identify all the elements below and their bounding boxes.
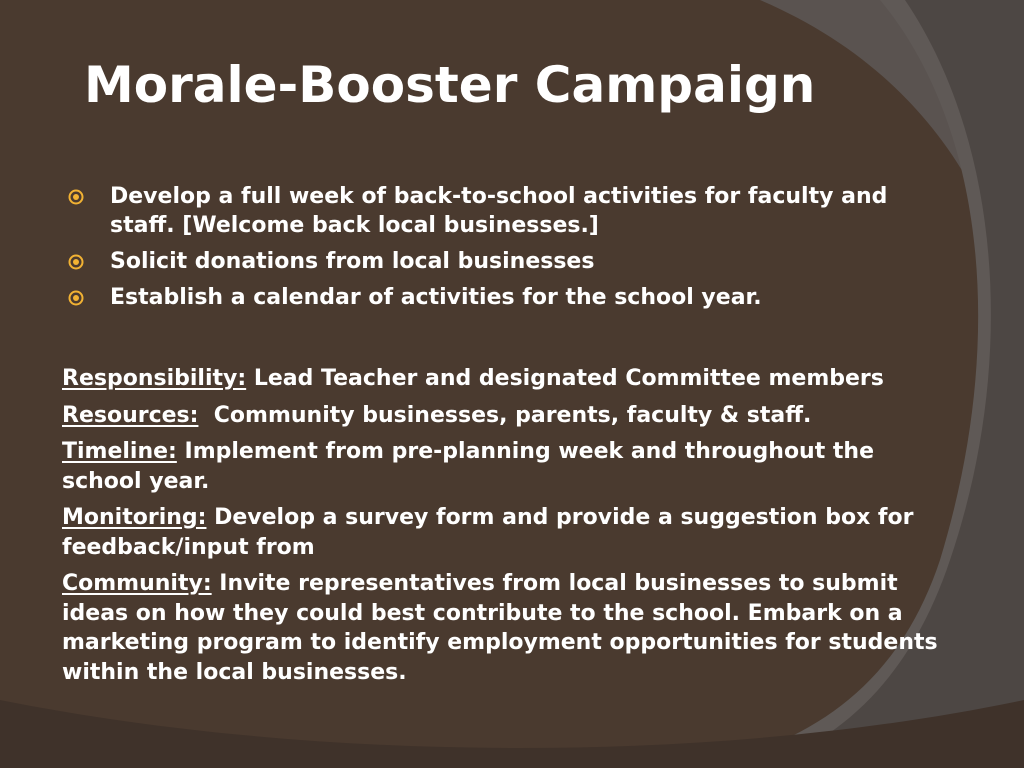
section-label: Monitoring: — [62, 505, 207, 530]
section-text: Develop a survey form and provide a suggestion box for feedback/input from — [62, 505, 914, 560]
section-monitoring — [62, 503, 942, 562]
bullet-circle-icon — [68, 290, 84, 306]
bullet-list — [66, 182, 896, 319]
bullet-circle-icon — [68, 189, 84, 205]
section-label: Community: — [62, 571, 212, 596]
bullet-item — [66, 182, 896, 240]
slide-title: Morale-Booster Campaign — [84, 56, 816, 114]
section-text: Community businesses, parents, faculty & staff. — [198, 402, 812, 428]
section-label: Timeline: — [62, 439, 177, 464]
section-text: Lead Teacher and designated Committee members — [246, 366, 884, 391]
bullet-circle-icon — [68, 254, 84, 270]
bullet-text: Develop a full week of back-to-school activities for faculty and staff. [Welcome back local businesses.] — [110, 184, 888, 238]
section-resources — [62, 401, 942, 431]
bullet-text: Establish a calendar of activities for the school year. — [110, 285, 762, 310]
bullet-text: Solicit donations from local businesses — [110, 249, 595, 274]
section-community — [62, 569, 942, 687]
section-label: Responsibility: — [62, 366, 247, 391]
section-timeline — [62, 437, 942, 496]
bullet-item — [66, 283, 896, 312]
section-text: Implement from pre-planning week and throughout the school year. — [62, 439, 874, 494]
bullet-item — [66, 247, 896, 276]
detail-sections — [62, 364, 942, 694]
section-label: Resources: — [62, 402, 199, 428]
section-responsibility — [62, 364, 942, 394]
section-text: Invite representatives from local businesses to submit ideas on how they could best contribute to the school. Embark on a marketing program to identify employment opportunities for students within the local businesses. — [62, 571, 938, 685]
